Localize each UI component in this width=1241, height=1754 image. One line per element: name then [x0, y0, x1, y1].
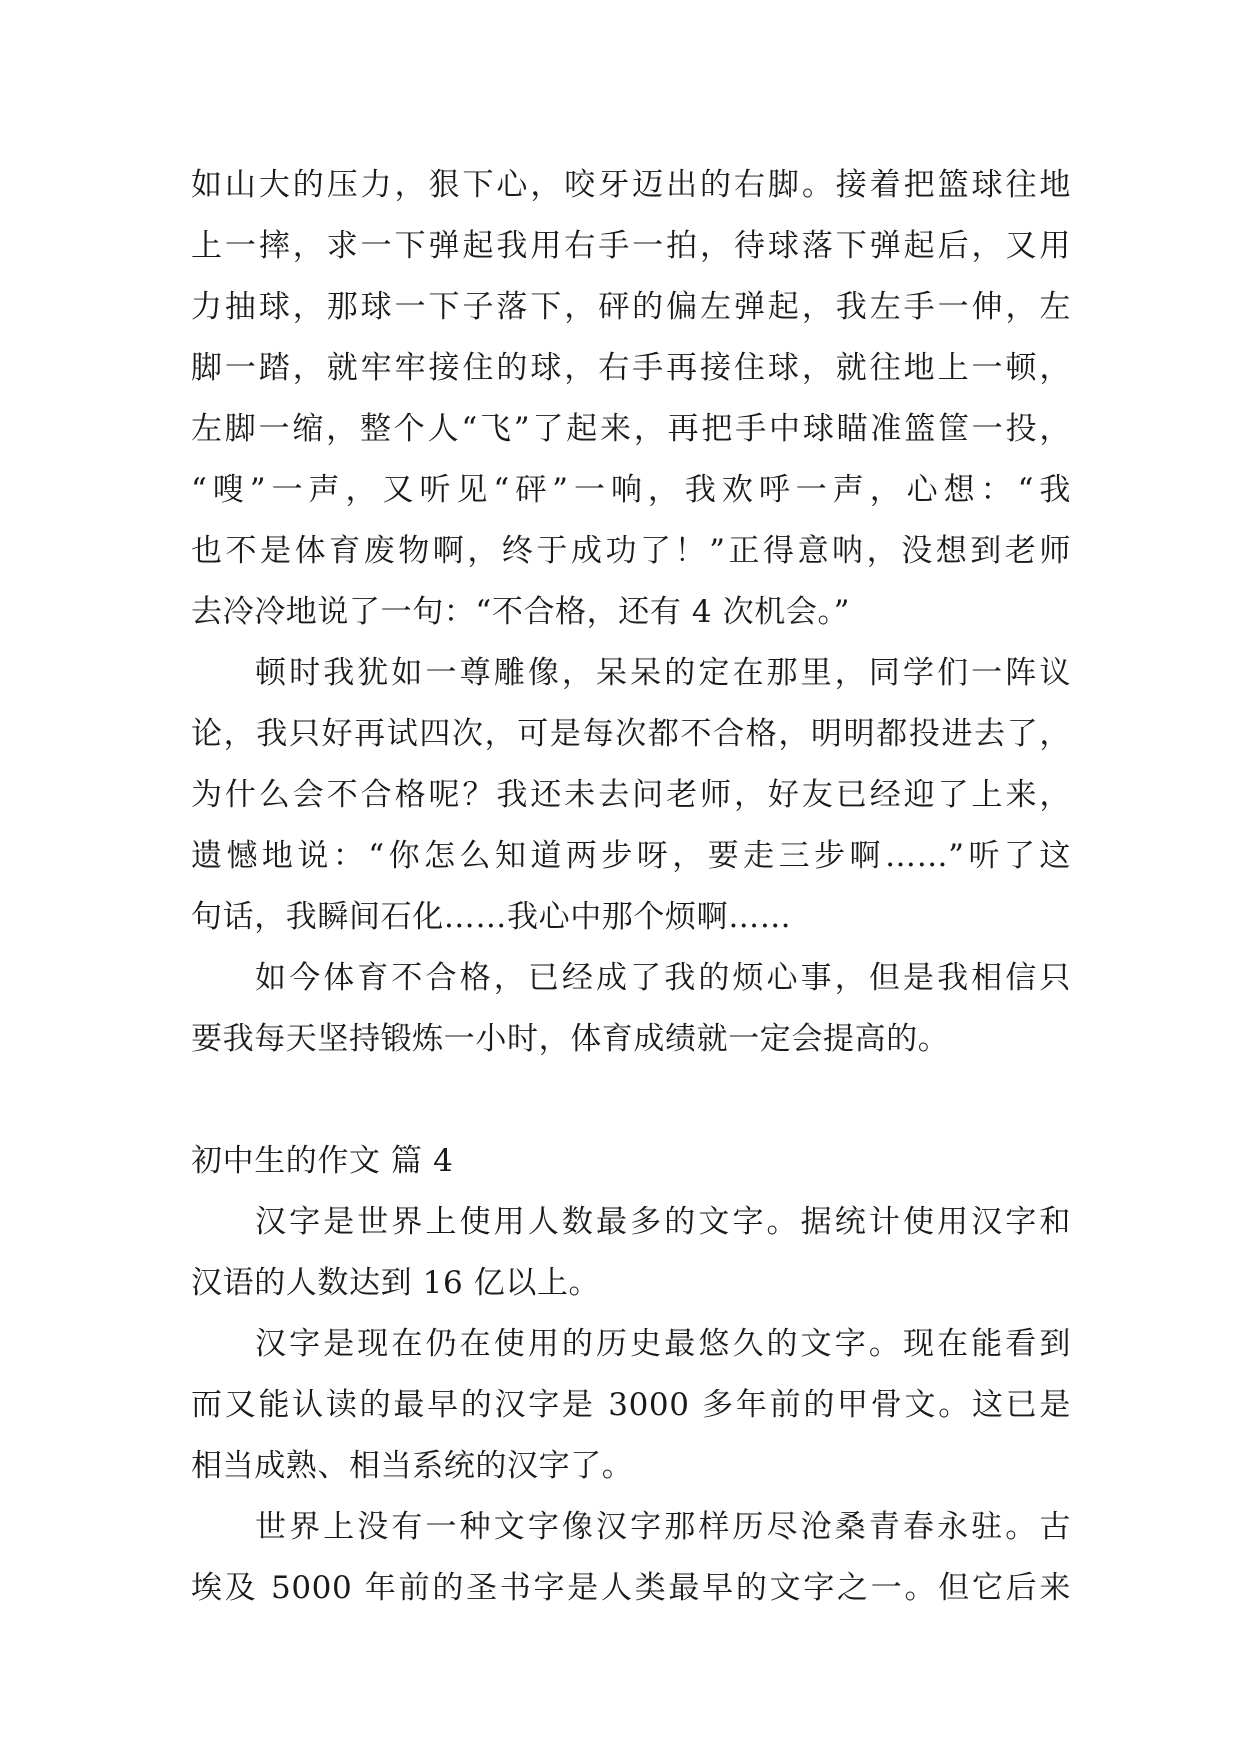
- paragraph-line: 如山大的压力，狠下心，咬牙迈出的右脚。接着把篮球往地: [191, 167, 1071, 203]
- paragraph-line: “嗖”一声，又听见“砰”一响，我欢呼一声，心想：“我: [191, 472, 1071, 508]
- paragraph-line: 汉字是世界上使用人数最多的文字。据统计使用汉字和: [255, 1204, 1071, 1240]
- paragraph-line: 埃及 5000 年前的圣书字是人类最早的文字之一。但它后来: [191, 1570, 1071, 1606]
- paragraph-line: 左脚一缩，整个人“飞”了起来，再把手中球瞄准篮筐一投，: [191, 411, 1071, 447]
- paragraph-line: 相当成熟、相当系统的汉字了。: [191, 1448, 634, 1484]
- paragraph-line: 句话，我瞬间石化……我心中那个烦啊……: [191, 899, 792, 935]
- paragraph-line: 汉字是现在仍在使用的历史最悠久的文字。现在能看到: [255, 1326, 1071, 1362]
- paragraph-line: 论，我只好再试四次，可是每次都不合格，明明都投进去了，: [191, 716, 1071, 752]
- section-heading: 初中生的作文 篇 4: [191, 1143, 454, 1179]
- paragraph-line: 去冷冷地说了一句：“不合格，还有 4 次机会。”: [191, 594, 851, 630]
- paragraph-line: 世界上没有一种文字像汉字那样历尽沧桑青春永驻。古: [255, 1509, 1071, 1545]
- paragraph-line: 脚一踏，就牢牢接住的球，右手再接住球，就往地上一顿，: [191, 350, 1071, 386]
- paragraph-line: 为什么会不合格呢？我还未去问老师，好友已经迎了上来，: [191, 777, 1071, 813]
- paragraph-line: 也不是体育废物啊，终于成功了！”正得意呐，没想到老师: [191, 533, 1071, 569]
- paragraph-line: 要我每天坚持锻炼一小时，体育成绩就一定会提高的。: [191, 1021, 950, 1057]
- paragraph-line: 力抽球，那球一下子落下，砰的偏左弹起，我左手一伸，左: [191, 289, 1071, 325]
- paragraph-line: 汉语的人数达到 16 亿以上。: [191, 1265, 601, 1301]
- paragraph-line: 顿时我犹如一尊雕像，呆呆的定在那里，同学们一阵议: [255, 655, 1071, 691]
- paragraph-line: 上一摔，求一下弹起我用右手一拍，待球落下弹起后，又用: [191, 228, 1071, 264]
- paragraph-line: 遗憾地说：“你怎么知道两步呀，要走三步啊……”听了这: [191, 838, 1071, 874]
- paragraph-line: 而又能认读的最早的汉字是 3000 多年前的甲骨文。这已是: [191, 1387, 1071, 1423]
- paragraph-line: 如今体育不合格，已经成了我的烦心事，但是我相信只: [255, 960, 1071, 996]
